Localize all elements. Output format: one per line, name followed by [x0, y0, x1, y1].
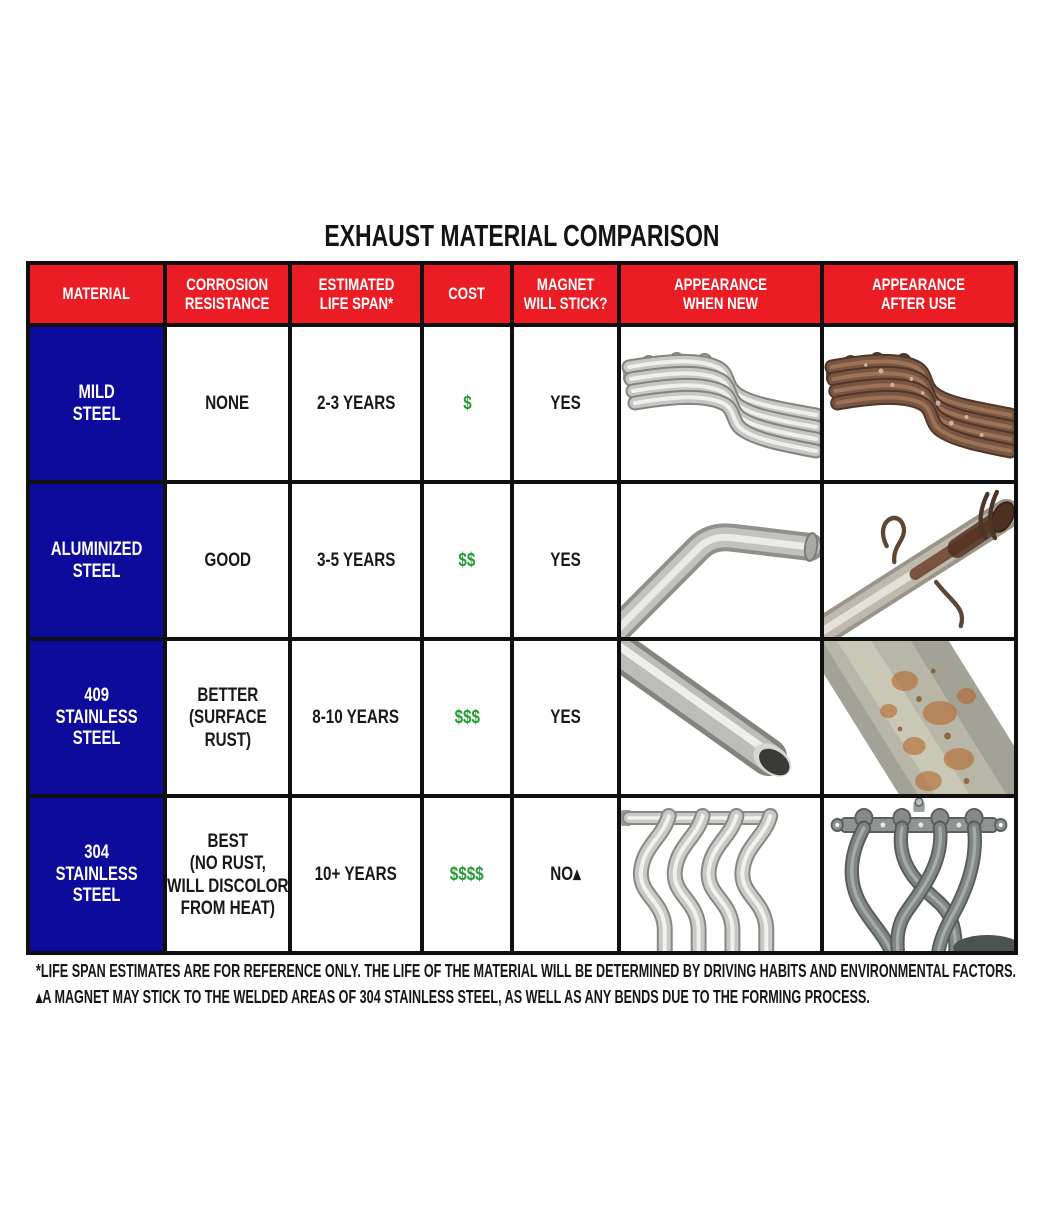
header-cell-cost: [424, 265, 510, 323]
used-pipe-with-hanger-illustration: [824, 484, 1014, 637]
new-straight-tube-illustration: [621, 641, 820, 794]
corrosion-line: (NO RUST,: [189, 852, 266, 875]
footnote-life-span: *LIFE SPAN ESTIMATES ARE FOR REFERENCE ONLY. THE LIFE OF THE MATERIAL WILL BE DETERMINED BY DRIVING HABITS AND ENVIRONMENTAL FACTORS.: [36, 961, 1017, 981]
rusted-headers-illustration: [824, 327, 1014, 480]
corrosion-cell-304-stainless-steel: [167, 798, 288, 951]
cost-cell-304-stainless-steel: [424, 798, 510, 951]
footnotes: [36, 958, 1044, 1010]
corrosion-cell-409-stainless-steel: [167, 641, 288, 794]
magnet-cell-aluminized-steel: [514, 484, 617, 637]
comparison-table: [26, 261, 1018, 955]
header-cell-appearance-after-use: [824, 265, 1014, 323]
header-label: MATERIAL: [62, 284, 131, 304]
header-cell-appearance-when-new: [621, 265, 820, 323]
header-label: ESTIMATED: [318, 274, 394, 294]
header-label: LIFE SPAN*: [319, 294, 393, 313]
corrosion-line: GOOD: [204, 549, 251, 572]
corrosion-line: NONE: [205, 392, 250, 415]
material-cell-mild-steel: [30, 327, 163, 480]
new-aluminized-steel-pipe-photo: [621, 484, 820, 637]
corrosion-line: (SURFACE: [188, 706, 267, 729]
magnet-value: NO▴: [550, 863, 581, 886]
material-line: 409: [84, 685, 109, 707]
material-line: MILD: [78, 381, 115, 403]
material-line: STAINLESS: [55, 863, 138, 885]
header-label: AFTER USE: [881, 294, 957, 313]
corrosion-cell-aluminized-steel: [167, 484, 288, 637]
corrosion-line: FROM HEAT): [180, 896, 275, 919]
corrosion-line: BEST: [207, 830, 248, 853]
material-line: STEEL: [72, 560, 121, 582]
lifespan-cell-aluminized-steel: [292, 484, 420, 637]
cost-cell-aluminized-steel: [424, 484, 510, 637]
discolored-304-stainless-headers-photo: [824, 798, 1014, 951]
new-mild-steel-headers-photo: [621, 327, 820, 480]
lifespan-value: 8-10 YEARS: [312, 706, 400, 729]
header-cell-estimated-life-span: [292, 265, 420, 323]
cost-value: $$$$: [450, 863, 484, 886]
corrosion-cell-mild-steel: [167, 327, 288, 480]
cost-cell-mild-steel: [424, 327, 510, 480]
material-line: STEEL: [72, 885, 121, 907]
used-aluminized-steel-pipe-photo: [824, 484, 1014, 637]
cost-cell-409-stainless-steel: [424, 641, 510, 794]
new-304-stainless-headers-photo: [621, 798, 820, 951]
lifespan-cell-304-stainless-steel: [292, 798, 420, 951]
magnet-value: YES: [550, 706, 581, 729]
header-label: RESISTANCE: [185, 294, 270, 313]
corrosion-line: WILL DISCOLOR: [167, 874, 288, 897]
cost-value: $$$: [454, 706, 480, 729]
header-cell-material: [30, 265, 163, 323]
header-label: CORROSION: [186, 274, 269, 294]
magnet-value: YES: [550, 549, 581, 572]
page-title: EXHAUST MATERIAL COMPARISON: [324, 218, 720, 253]
page-title-wrap: [0, 218, 1044, 254]
lifespan-value: 10+ YEARS: [314, 863, 398, 886]
header-cell-magnet-will-stick: [514, 265, 617, 323]
header-label: APPEARANCE: [872, 274, 966, 294]
material-cell-409-stainless-steel: [30, 641, 163, 794]
material-line: STEEL: [72, 403, 121, 425]
material-cell-aluminized-steel: [30, 484, 163, 637]
new-409-stainless-tube-photo: [621, 641, 820, 794]
material-line: 304: [84, 842, 109, 864]
header-label: WHEN NEW: [682, 294, 759, 313]
magnet-value: YES: [550, 392, 581, 415]
surface-rusted-409-stainless-tube-photo: [824, 641, 1014, 794]
header-label: APPEARANCE: [674, 274, 767, 294]
header-cell-corrosion-resistance: [167, 265, 288, 323]
new-headers-illustration: [621, 327, 820, 480]
material-line: ALUMINIZED: [50, 538, 143, 560]
magnet-cell-409-stainless-steel: [514, 641, 617, 794]
header-label: WILL STICK?: [523, 294, 608, 313]
footnote-magnet: ▴A MAGNET MAY STICK TO THE WELDED AREAS OF 304 STAINLESS STEEL, AS WELL AS ANY BENDS DUE TO THE FORMING PROCESS.: [36, 987, 870, 1007]
header-label: MAGNET: [536, 274, 595, 294]
cost-value: $: [462, 392, 472, 415]
lifespan-cell-mild-steel: [292, 327, 420, 480]
surface-rust-tube-closeup-illustration: [824, 641, 1014, 794]
rusted-mild-steel-headers-photo: [824, 327, 1014, 480]
magnet-cell-304-stainless-steel: [514, 798, 617, 951]
new-s-bend-headers-illustration: [621, 798, 820, 951]
lifespan-value: 2-3 YEARS: [316, 392, 396, 415]
corrosion-line: RUST): [204, 728, 251, 751]
material-cell-304-stainless-steel: [30, 798, 163, 951]
new-bent-pipe-illustration: [621, 484, 820, 637]
header-label: COST: [448, 284, 486, 304]
magnet-cell-mild-steel: [514, 327, 617, 480]
lifespan-cell-409-stainless-steel: [292, 641, 420, 794]
material-line: STEEL: [72, 728, 121, 750]
corrosion-line: BETTER: [197, 684, 258, 707]
material-line: STAINLESS: [55, 706, 138, 728]
used-headers-with-flange-illustration: [824, 798, 1014, 951]
lifespan-value: 3-5 YEARS: [316, 549, 396, 572]
cost-value: $$: [458, 549, 476, 572]
